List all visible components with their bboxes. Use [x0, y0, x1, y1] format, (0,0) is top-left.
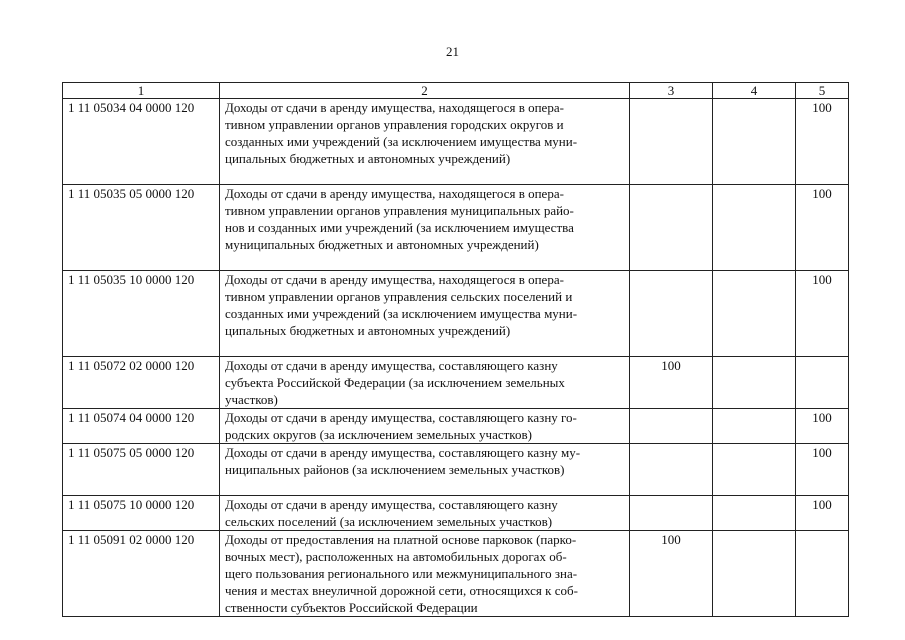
budget-code-cell: 1 11 05035 05 0000 120 — [63, 185, 220, 271]
column-header: 3 — [630, 83, 713, 99]
description-line: тивном управлении органов управления муниципальных райо- — [225, 203, 574, 218]
description-line: Доходы от сдачи в аренду имущества, составляющего казну го- — [225, 410, 577, 425]
description-line: Доходы от сдачи в аренду имущества, находящегося в опера- — [225, 272, 564, 287]
description-line: тивном управлении органов управления сельских поселений и — [225, 289, 573, 304]
value-cell-c4 — [713, 531, 796, 617]
table-row — [63, 531, 849, 617]
value-cell-c3 — [630, 409, 713, 444]
budget-code-cell: 1 11 05034 04 0000 120 — [63, 99, 220, 185]
table-row — [63, 357, 849, 409]
column-header: 1 — [63, 83, 220, 99]
description-line: созданных ими учреждений (за исключением имущества муни- — [225, 306, 578, 321]
description-line: муниципальных бюджетных и автономных учреждений) — [225, 237, 539, 252]
page-number: 21 — [446, 44, 459, 59]
value-cell-c4 — [713, 185, 796, 271]
budget-code-cell: 1 11 05075 10 0000 120 — [63, 496, 220, 531]
table-row — [63, 444, 849, 496]
value-cell-c5 — [796, 357, 849, 409]
budget-code-cell: 1 11 05072 02 0000 120 — [63, 357, 220, 409]
value-cell-c4 — [713, 99, 796, 185]
value-cell-c4 — [713, 496, 796, 531]
value-cell-c5: 100 — [796, 99, 849, 185]
description-line: участков) — [225, 392, 278, 407]
description-line: созданных ими учреждений (за исключением имущества муни- — [225, 134, 578, 149]
description-line: щего пользования регионального или межмуниципального зна- — [225, 566, 578, 581]
budget-code-cell: 1 11 05074 04 0000 120 — [63, 409, 220, 444]
description-line: вочных мест), расположенных на автомобильных дорогах об- — [225, 549, 567, 564]
value-cell-c4 — [713, 271, 796, 357]
description-line: Доходы от сдачи в аренду имущества, составляющего казну му- — [225, 445, 581, 460]
description-line: ципальных бюджетных и автономных учреждений) — [225, 323, 511, 338]
value-cell-c3: 100 — [630, 357, 713, 409]
description-line: Доходы от сдачи в аренду имущества, находящегося в опера- — [225, 186, 564, 201]
value-cell-c3 — [630, 99, 713, 185]
description-line: ниципальных районов (за исключением земельных участков) — [225, 462, 565, 477]
value-cell-c5: 100 — [796, 444, 849, 496]
description-line: субъекта Российской Федерации (за исключением земельных — [225, 375, 565, 390]
value-cell-c4 — [713, 409, 796, 444]
description-line: нов и созданных ими учреждений (за исключением имущества — [225, 220, 574, 235]
value-cell-c3 — [630, 444, 713, 496]
table-header-row — [63, 83, 849, 99]
description-cell — [220, 409, 630, 444]
table-row — [63, 409, 849, 444]
column-header: 4 — [713, 83, 796, 99]
description-line: чения и местах внеуличной дорожной сети, относящихся к соб- — [225, 583, 578, 598]
column-header: 2 — [220, 83, 630, 99]
description-line: Доходы от предоставления на платной основе парковок (парко- — [225, 532, 577, 547]
value-cell-c3: 100 — [630, 531, 713, 617]
value-cell-c4 — [713, 444, 796, 496]
value-cell-c5: 100 — [796, 496, 849, 531]
value-cell-c5 — [796, 531, 849, 617]
description-line: Доходы от сдачи в аренду имущества, находящегося в опера- — [225, 100, 564, 115]
description-cell — [220, 185, 630, 271]
budget-code-cell: 1 11 05075 05 0000 120 — [63, 444, 220, 496]
description-line: сельских поселений (за исключением земельных участков) — [225, 514, 553, 529]
table-row — [63, 496, 849, 531]
value-cell-c5: 100 — [796, 271, 849, 357]
description-cell — [220, 531, 630, 617]
description-cell — [220, 357, 630, 409]
description-line: тивном управлении органов управления городских округов и — [225, 117, 564, 132]
description-cell — [220, 444, 630, 496]
table-row — [63, 185, 849, 271]
description-cell — [220, 99, 630, 185]
budget-code-cell: 1 11 05091 02 0000 120 — [63, 531, 220, 617]
description-line: Доходы от сдачи в аренду имущества, составляющего казну — [225, 497, 558, 512]
budget-code-cell: 1 11 05035 10 0000 120 — [63, 271, 220, 357]
description-line: ципальных бюджетных и автономных учреждений) — [225, 151, 511, 166]
value-cell-c5: 100 — [796, 185, 849, 271]
value-cell-c3 — [630, 271, 713, 357]
description-line: Доходы от сдачи в аренду имущества, составляющего казну — [225, 358, 558, 373]
column-header: 5 — [796, 83, 849, 99]
description-line: ственности субъектов Российской Федерации — [225, 600, 478, 615]
revenue-table — [62, 82, 849, 617]
table-row — [63, 99, 849, 185]
description-cell — [220, 271, 630, 357]
value-cell-c3 — [630, 496, 713, 531]
description-line: родских округов (за исключением земельных участков) — [225, 427, 532, 442]
value-cell-c4 — [713, 357, 796, 409]
description-cell — [220, 496, 630, 531]
value-cell-c5: 100 — [796, 409, 849, 444]
value-cell-c3 — [630, 185, 713, 271]
table-row — [63, 271, 849, 357]
table-body — [63, 99, 849, 617]
